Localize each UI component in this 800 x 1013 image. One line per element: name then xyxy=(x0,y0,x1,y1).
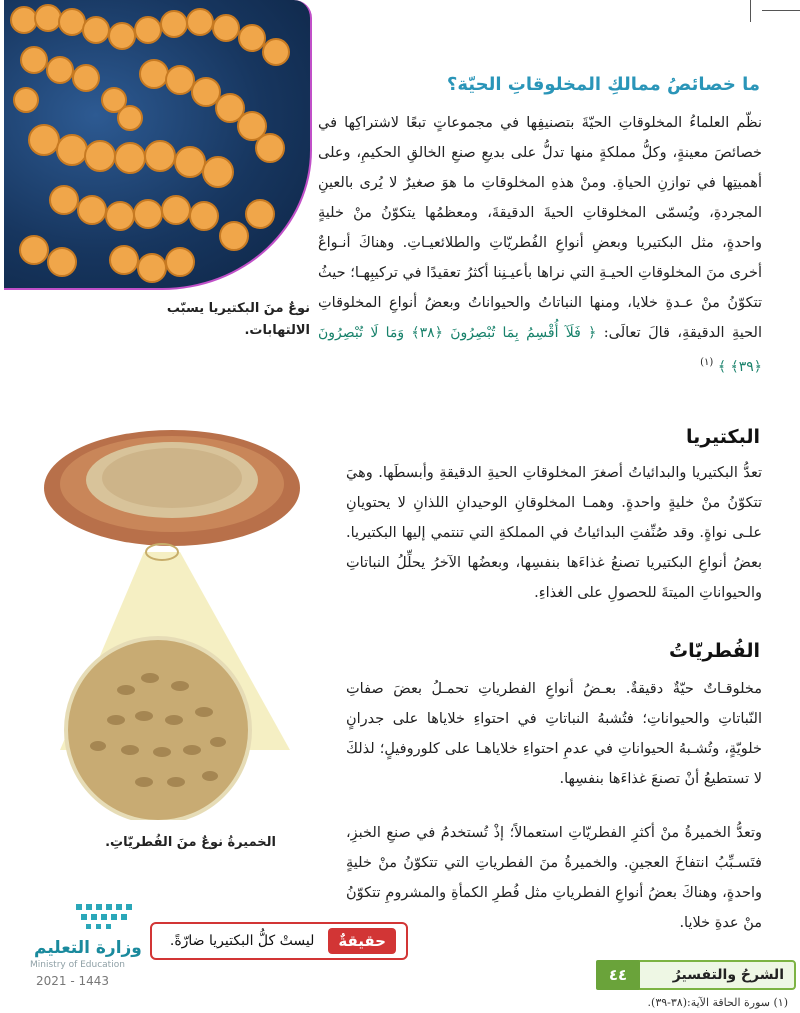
crop-mark xyxy=(750,0,751,22)
fungi-paragraph-2: وتعدُّ الخميرةُ منْ أكثرِ الفطريّاتِ استعمالاً؛ إذْ تُستخدمُ في صنعِ الخبزِ، فتَسـبِّبُ انتفاخَ العجينِ. والخميرةُ منَ الفطرياتِ التي تتكوّنُ منْ خليةٍ واحدةٍ، وهناكَ بعضُ أنواعِ الفطرياتِ مثل فُطرِ الكمأةِ والمشرومِ تتكوّنُ منْ عدةِ خلايا. xyxy=(346,825,762,931)
bacteria-photo xyxy=(4,0,312,290)
yeast-caption: الخميرةُ نوعٌ منَ الفُطريّاتِ. xyxy=(105,835,276,850)
quran-verse: ﴿ فَلَآ أُقْسِمُ بِمَا تُبْصِرُونَ ﴿٣٨﴾ وَمَا لَا تُبْصِرُونَ ﴿٣٩﴾ ﴾ xyxy=(318,325,762,375)
edition-year: 2021 - 1443 xyxy=(36,974,110,988)
fact-text: ليستْ كلُّ البكتيريا ضارّةً. xyxy=(169,933,315,949)
crop-mark xyxy=(762,10,800,11)
footnote: (١) سورة الحاقة الآية:(٣٨-٣٩). xyxy=(647,996,788,1009)
bacteria-paragraph: تعدُّ البكتيريا والبدائياتُ أصغرَ المخلوقاتِ الحيةِ الدقيقةِ وأبسطَها. وهيَ تتكوّنُ منْ خليةٍ واحدةٍ. وهمـا المخلوقانِ الوحيدانِ اللذانِ لا يحتويانِ علـى نواةٍ. وقد صُنِّفتِ البدائياتُ في المملكةِ التي تنتمي إليها البكتيريا. بعضُ أنواعِ البكتيريا تصنعُ غذاءَها بنفسِها، وبعضُها الآخرُ يحلِّلُ النباتاتِ والحيواناتِ الميتةَ للحصولِ على الغذاءِ. xyxy=(346,465,762,601)
fungi-heading: الفُطريّاتُ xyxy=(668,640,760,662)
fungi-paragraph-1: مخلوقـاتٌ حيّةٌ دقيقةٌ. بعـضُ أنواعِ الفطرياتِ تحمـلُ بعضَ صفاتِ النّباتاتِ والحيواناتِ؛ فتُشبهُ النباتاتِ في احتواءِ خلاياها على جدرانٍ خلويّةٍ، وتُشـبهُ الحيواناتِ في عدمِ احتواءِ خلاياهـا على كلوروفيلٍ؛ لذلكَ لا تستطيعُ أنْ تصنعَ غذاءَها بنفسِها. xyxy=(346,681,762,787)
intro-paragraph xyxy=(318,108,762,382)
yeast-illustration xyxy=(40,420,340,820)
ministry-name-arabic: وزارة التعليم xyxy=(34,938,142,958)
footer-title: الشرحُ والتفسيرُ xyxy=(672,967,784,983)
fact-box xyxy=(150,922,408,960)
ministry-name-english: Ministry of Education xyxy=(30,960,125,970)
verse-footnote-ref: (١) xyxy=(700,357,714,368)
section-question-title: ما خصائصُ ممالكِ المخلوقاتِ الحيّة؟ xyxy=(446,74,760,95)
intro-text: نظّم العلماءُ المخلوقاتِ الحيّةَ بتصنيفِها في مجموعاتٍ تبعًا لاشتراكِها في خصائصَ معينةٍ، وكلُّ مملكةٍ منها تدلُّ على بديعِ صنعِ الخالقِ الحكيمِ، وعلى أهميتِها في توازنِ الحياةِ. ومنْ هذهِ المخلوقاتِ ما هوَ صغيرٌ لا يُرى بالعينِ المجردةِ، ويُسمّى المخلوقاتِ الحيةَ الدقيقةَ، ومعظمُها يتكوّنُ منْ خليةٍ واحدةٍ، مثل البكتيريا وبعضِ أنواعِ الفُطريّاتِ والطلائعيـاتِ. وهناكَ أنـواعٌ أخرى منَ المخلوقاتِ الحيـةِ التي نراها بأعيـنِنا أكثرُ تعقيدًا في تركيبِهـا؛ حيثُ تتكوّنُ منْ عـدةِ خلايا، ومنها النباتاتُ والحيواناتُ وبعضُ أنواعِ المخلوقاتِ الحيةِ الدقيقةِ، قالَ تعالَى: xyxy=(318,115,762,341)
fact-label: حقيقةٌ xyxy=(328,928,396,954)
bacteria-heading: البكتيريا xyxy=(685,426,760,448)
page-number: ٤٤ xyxy=(596,960,640,990)
bacteria-caption: نوعٌ منَ البكتيريا يسبّب الالتهابات. xyxy=(166,301,310,338)
